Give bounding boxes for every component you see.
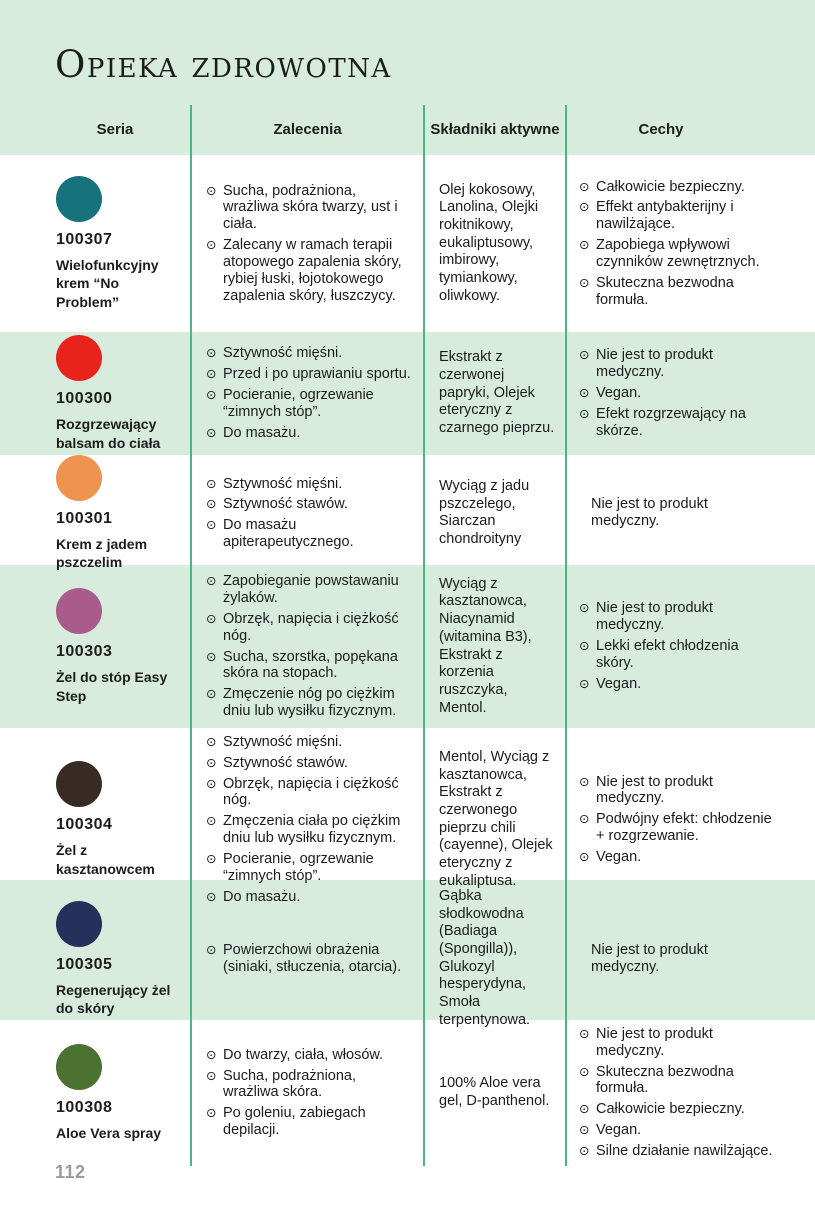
bullet-icon: ⊙ [579, 675, 590, 691]
list-item [206, 496, 413, 513]
zalecenia-list [206, 476, 413, 551]
list-item-text: Lekki efekt chłodzenia skóry. [596, 638, 739, 671]
seria-cell [0, 565, 190, 728]
cechy-list [579, 600, 775, 692]
bullet-icon: ⊙ [579, 347, 590, 363]
zalecenia-list [206, 573, 413, 720]
bullet-icon: ⊙ [206, 1046, 217, 1062]
bullet-icon: ⊙ [579, 1101, 590, 1117]
zalecenia-cell [190, 455, 423, 571]
table-row [0, 455, 815, 571]
list-item-text: Pocieranie, ogrzewanie “zimnych stóp”. [223, 850, 374, 884]
skladniki-text: Olej kokosowy, Lanolina, Olejki rokitnikowy, eukaliptusowy, imbirowy, tymiankowy, oliwkowy. [439, 181, 539, 304]
list-item-text: Do twarzy, ciała, włosów. [223, 1046, 384, 1063]
column-header-seria: Seria [96, 121, 134, 139]
list-item [591, 942, 775, 976]
product-code: 100300 [56, 390, 113, 408]
bullet-icon: ⊙ [579, 848, 590, 864]
zalecenia-list [206, 183, 413, 305]
cechy-list [579, 942, 775, 976]
table-row [0, 880, 815, 1028]
bullet-icon: ⊙ [579, 1063, 590, 1079]
bullet-icon: ⊙ [206, 775, 217, 791]
bullet-icon: ⊙ [206, 648, 217, 664]
products-table [0, 105, 815, 1159]
seria-cell [0, 1020, 190, 1166]
list-item-text: Sztywność mięśni. [223, 475, 343, 492]
table-row [0, 565, 815, 728]
list-item-text: Sucha, szorstka, popękana skóra na stopach. [223, 648, 398, 682]
product-code: 100305 [56, 955, 113, 973]
product-name: Wielofunkcyjny krem “No Problem” [56, 257, 159, 310]
bullet-icon: ⊙ [579, 1122, 590, 1138]
seria-cell [0, 455, 190, 571]
bullet-icon: ⊙ [206, 387, 217, 403]
skladniki-text: Gąbka słodkowodna (Badiaga (Spongilla)), Glukozyl hesperydyna, Smoła terpentynowa. [439, 888, 531, 1028]
list-item [206, 476, 413, 493]
zalecenia-cell [190, 880, 423, 1038]
list-item-text: Podwójny efekt: chłodzenie + rozgrzewanie. [596, 811, 772, 845]
bullet-icon: ⊙ [579, 274, 590, 290]
product-color-dot-icon [56, 455, 102, 501]
skladniki-text: Mentol, Wyciąg z kasztanowca, Ekstrakt z czerwonego pieprzu chili (cayenne), Olejek eteryczny z eukaliptusa. [439, 748, 553, 889]
product-name: Krem z jadem pszczelim [56, 536, 148, 571]
list-item-text: Do masażu. [223, 888, 301, 905]
table-row [0, 728, 815, 905]
list-item-text: Zmęczenie nóg po ciężkim dniu lub wysiłku fizycznym. [223, 686, 397, 719]
list-item [579, 811, 775, 845]
page-header [0, 0, 815, 105]
bullet-icon: ⊙ [206, 754, 217, 770]
bullet-icon: ⊙ [206, 813, 217, 829]
list-item [579, 676, 775, 693]
seria-cell [0, 880, 190, 1038]
bullet-icon: ⊙ [579, 178, 590, 194]
cechy-list [579, 347, 775, 439]
table-row [0, 1020, 815, 1159]
zalecenia-cell [190, 332, 423, 455]
cechy-cell [565, 155, 815, 332]
bullet-icon: ⊙ [579, 385, 590, 401]
cechy-cell [565, 1020, 815, 1166]
zalecenia-cell [190, 565, 423, 728]
product-color-dot-icon [56, 588, 102, 634]
list-item [579, 406, 775, 440]
column-header-skladniki-aktywne: Składniki aktywne [423, 105, 565, 155]
bullet-icon: ⊙ [579, 638, 590, 654]
skladniki-text: Ekstrakt z czerwonej papryki, Olejek eteryczny z czarnego pieprzu. [439, 349, 555, 437]
list-item [579, 1122, 775, 1139]
bullet-icon: ⊙ [206, 182, 217, 198]
cechy-list [579, 496, 775, 530]
product-name: Żel do stóp Easy Step [56, 669, 168, 704]
list-item-text: Zapobiega wpływowi czynników zewnętrznych. [596, 237, 760, 270]
cechy-list [579, 1026, 775, 1160]
bullet-icon: ⊙ [206, 1105, 217, 1121]
zalecenia-cell [190, 155, 423, 332]
bullet-icon: ⊙ [206, 610, 217, 626]
list-item [206, 1105, 413, 1139]
list-item-text: Zmęczenia ciała po ciężkim dniu lub wysiłku fizycznym. [223, 813, 401, 847]
bullet-icon: ⊙ [206, 366, 217, 382]
list-item [591, 496, 775, 530]
bullet-icon: ⊙ [206, 345, 217, 361]
list-item [206, 686, 413, 720]
product-code: 100307 [56, 231, 113, 249]
list-item [579, 1064, 775, 1098]
product-color-dot-icon [56, 901, 102, 947]
bullet-icon: ⊙ [579, 811, 590, 827]
list-item [579, 179, 775, 196]
list-item-text: Po goleniu, zabiegach depilacji. [223, 1105, 366, 1139]
list-item [206, 942, 413, 976]
list-item-text: Przed i po uprawianiu sportu. [223, 366, 411, 383]
list-item-text: Całkowicie bezpieczny. [596, 178, 745, 195]
skladniki-cell [423, 880, 565, 1038]
cechy-cell [565, 880, 815, 1038]
list-item-text: Do masażu apiterapeutycznego. [223, 517, 354, 550]
table-header-row [0, 105, 815, 155]
list-item [206, 183, 413, 233]
list-item-text: Do masażu. [223, 424, 301, 441]
list-item [579, 849, 775, 866]
bullet-icon: ⊙ [206, 424, 217, 440]
list-item-text: Obrzęk, napięcia i ciężkość nóg. [223, 610, 399, 644]
bullet-icon: ⊙ [579, 1142, 590, 1158]
bullet-icon: ⊙ [579, 405, 590, 421]
cechy-list [579, 179, 775, 309]
list-item [206, 387, 413, 421]
list-item [579, 1026, 775, 1060]
list-item [206, 573, 413, 607]
list-item-text: Vegan. [596, 675, 642, 692]
list-item [579, 385, 775, 402]
list-item [206, 755, 413, 772]
product-name: Żel z kasztanowcem [56, 842, 155, 877]
list-item-text: Nie jest to produkt medyczny. [596, 600, 713, 634]
list-item [206, 517, 413, 551]
list-item [206, 237, 413, 304]
product-color-dot-icon [56, 1044, 102, 1090]
product-color-dot-icon [56, 176, 102, 222]
list-item [206, 611, 413, 645]
list-item-text: Skuteczna bezwodna formuła. [596, 1063, 734, 1097]
skladniki-text: Wyciąg z jadu pszczelego, Siarczan chondroityny [439, 477, 530, 547]
list-item [579, 275, 775, 309]
list-item [206, 1047, 413, 1064]
bullet-icon: ⊙ [579, 1026, 590, 1041]
list-item-text: Nie jest to produkt medyczny. [591, 941, 708, 975]
bullet-icon: ⊙ [206, 573, 217, 589]
product-name: Aloe Vera spray [56, 1124, 162, 1141]
list-item [579, 638, 775, 672]
cechy-cell [565, 455, 815, 571]
bullet-icon: ⊙ [206, 237, 217, 253]
list-item [206, 813, 413, 847]
bullet-icon: ⊙ [579, 773, 590, 789]
skladniki-text: 100% Aloe vera gel, D-panthenol. [439, 1075, 550, 1109]
list-item-text: Sucha, podrażniona, wrażliwa skóra twarzy, ust i ciała. [223, 182, 398, 233]
list-item [579, 237, 775, 271]
list-item-text: Powierzchowi obrażenia (siniaki, stłuczenia, otarcia). [223, 941, 402, 975]
list-item-text: Nie jest to produkt medyczny. [596, 773, 713, 807]
product-color-dot-icon [56, 335, 102, 381]
list-item [579, 600, 775, 634]
page-number: 112 [55, 1162, 86, 1182]
product-color-dot-icon [56, 761, 102, 807]
list-item [579, 774, 775, 808]
seria-cell [0, 332, 190, 455]
list-item-text: Sztywność stawów. [223, 496, 348, 513]
skladniki-cell [423, 1020, 565, 1166]
list-item-text: Nie jest to produkt medyczny. [596, 1026, 713, 1059]
product-name: Rozgrzewający balsam do ciała [56, 416, 161, 451]
list-item-text: Silne działanie nawilżające. [596, 1142, 773, 1159]
product-code: 100308 [56, 1098, 113, 1116]
skladniki-text: Wyciąg z kasztanowca, Niacynamid (witamina B3), Ekstrakt z korzenia ruszczyka, Mentol. [439, 575, 532, 716]
bullet-icon: ⊙ [579, 237, 590, 253]
cechy-list [579, 774, 775, 866]
bullet-icon: ⊙ [579, 199, 590, 215]
list-item-text: Efekt rozgrzewający na skórze. [596, 405, 746, 439]
cechy-cell [565, 565, 815, 728]
cechy-cell [565, 332, 815, 455]
zalecenia-list [206, 942, 413, 976]
list-item-text: Effekt antybakterijny i nawilżające. [596, 199, 734, 233]
list-item-text: Obrzęk, napięcia i ciężkość nóg. [223, 775, 399, 809]
product-name: Regenerujący żel do skóry [56, 981, 171, 1016]
list-item [579, 347, 775, 381]
zalecenia-list [206, 345, 413, 441]
skladniki-cell [423, 565, 565, 728]
list-item-text: Całkowicie bezpieczny. [596, 1101, 745, 1118]
table-row [0, 155, 815, 332]
list-item-text: Nie jest to produkt medyczny. [591, 496, 708, 530]
bullet-icon: ⊙ [206, 888, 217, 904]
bullet-icon: ⊙ [206, 734, 217, 749]
list-item-text: Nie jest to produkt medyczny. [596, 347, 713, 381]
list-item-text: Vegan. [596, 1122, 642, 1139]
product-code: 100304 [56, 816, 113, 834]
bullet-icon: ⊙ [206, 941, 217, 957]
bullet-icon: ⊙ [206, 496, 217, 512]
page-title: Opieka zdrowotna [55, 43, 392, 86]
table-row [0, 332, 815, 455]
product-code: 100301 [56, 510, 113, 527]
list-item [579, 199, 775, 233]
table-body [0, 155, 815, 1159]
list-item [579, 1101, 775, 1118]
seria-cell [0, 155, 190, 332]
bullet-icon: ⊙ [206, 475, 217, 491]
list-item [206, 776, 413, 810]
list-item [206, 649, 413, 683]
skladniki-cell [423, 155, 565, 332]
list-item-text: Sztywność mięśni. [223, 734, 343, 750]
bullet-icon: ⊙ [206, 1067, 217, 1083]
list-item [206, 1068, 413, 1102]
column-header-zalecenia: Zalecenia [190, 105, 423, 155]
bullet-icon: ⊙ [206, 850, 217, 866]
zalecenia-cell [190, 1020, 423, 1166]
list-item-text: Zapobieganie powstawaniu żylaków. [223, 573, 399, 607]
skladniki-cell [423, 332, 565, 455]
list-item [206, 345, 413, 362]
list-item-text: Vegan. [596, 385, 642, 402]
list-item-text: Sztywność mięśni. [223, 345, 343, 362]
skladniki-cell [423, 455, 565, 571]
column-header-cechy: Cechy [565, 105, 815, 155]
list-item-text: Zalecany w ramach terapii atopowego zapalenia skóry, rybiej łuski, łojotokowego zapalenia skóry, łuszczycy. [223, 237, 402, 304]
product-code: 100303 [56, 643, 113, 661]
list-item [206, 425, 413, 442]
bullet-icon: ⊙ [206, 517, 217, 533]
list-item-text: Pocieranie, ogrzewanie “zimnych stóp”. [223, 387, 374, 420]
bullet-icon: ⊙ [579, 600, 590, 616]
bullet-icon: ⊙ [206, 686, 217, 702]
zalecenia-list [206, 1047, 413, 1139]
list-item-text: Skuteczna bezwodna formuła. [596, 274, 734, 308]
list-item-text: Vegan. [596, 848, 642, 865]
list-item [579, 1143, 775, 1160]
list-item [206, 734, 413, 751]
list-item [206, 366, 413, 383]
list-item-text: Sztywność stawów. [223, 754, 348, 771]
list-item-text: Sucha, podrażniona, wrażliwa skóra. [223, 1067, 357, 1101]
